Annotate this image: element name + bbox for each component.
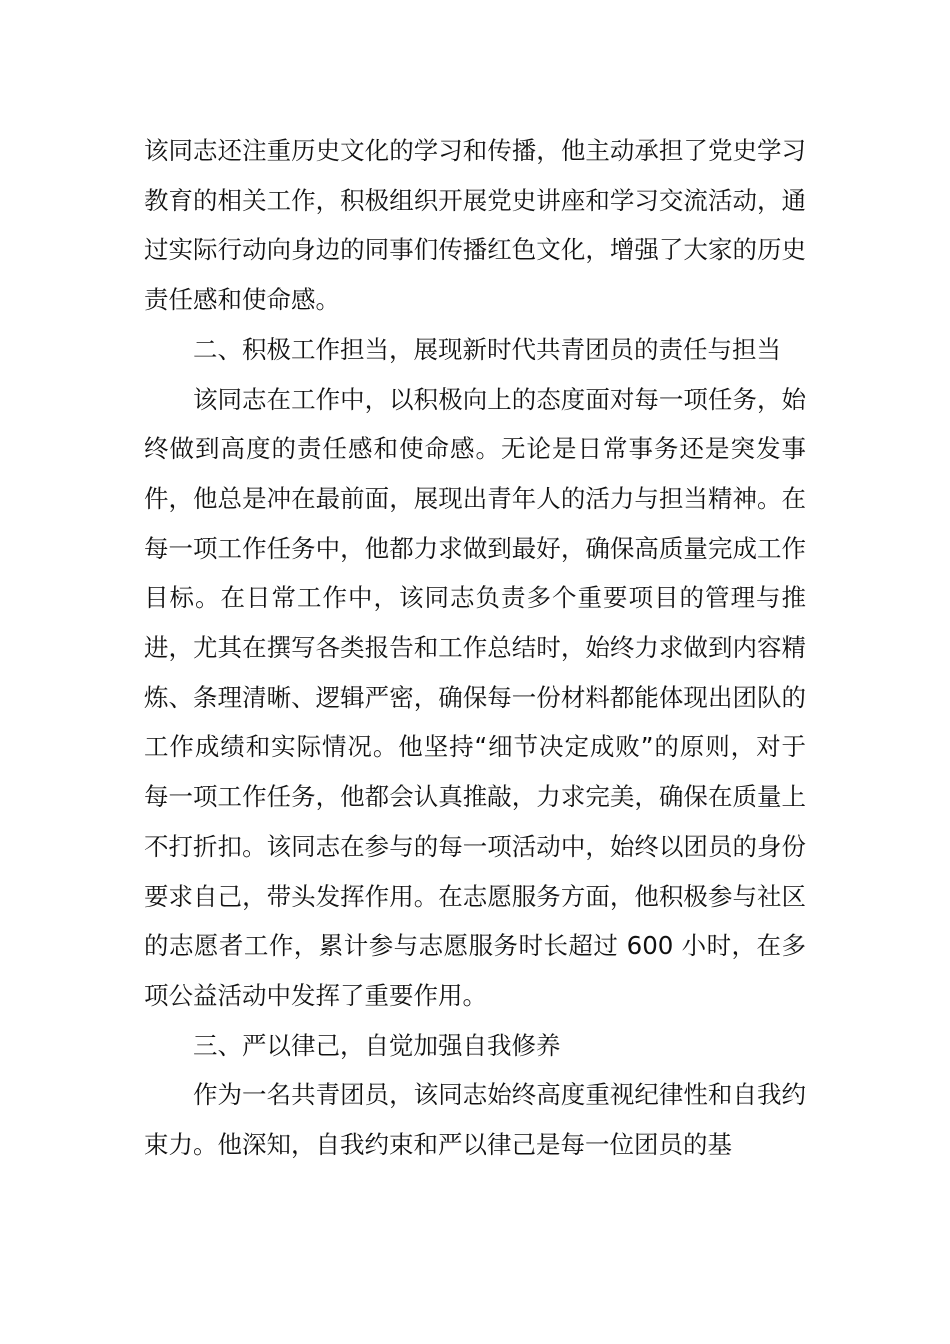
section-heading-self-discipline: 三、严以律己，自觉加强自我修养 [193,1030,561,1060]
section-heading-work-responsibility: 二、积极工作担当，展现新时代共青团员的责任与担当 [193,334,781,364]
paragraph-work-responsibility: 该同志在工作中，以积极向上的态度面对每一项任务，始终做到高度的责任感和使命感。无论是日常事务还是突发事件，他总是冲在最前面，展现出青年人的活力与担当精神。在每一项工作任务中，他都力求做到最好，确保高质量完成工作目标。在日常工作中，该同志负责多个重要项目的管理与推进，尤其在撰写各类报告和工作总结时，始终力求做到内容精炼、条理清晰、逻辑严密，确保每一份材料都能体现出团队的工作成绩和实际情况。他坚持“细节决定成败”的原则，对于每一项工作任务，他都会认真推敲，力求完美，确保在质量上不打折扣。该同志在参与的每一项活动中，始终以团员的身份要求自己，带头发挥作用。在志愿服务方面，他积极参与社区的志愿者工作，累计参与志愿服务时长超过 600 小时，在多项公益活动中发挥了重要作用。 [144,384,806,1010]
document-body [144,126,806,1170]
paragraph-self-discipline: 作为一名共青团员，该同志始终高度重视纪律性和自我约束力。他深知，自我约束和严以律己是每一位团员的基 [144,1080,806,1160]
paragraph-history-culture: 该同志还注重历史文化的学习和传播，他主动承担了党史学习教育的相关工作，积极组织开展党史讲座和学习交流活动，通过实际行动向身边的同事们传播红色文化，增强了大家的历史责任感和使命感。 [144,136,806,315]
